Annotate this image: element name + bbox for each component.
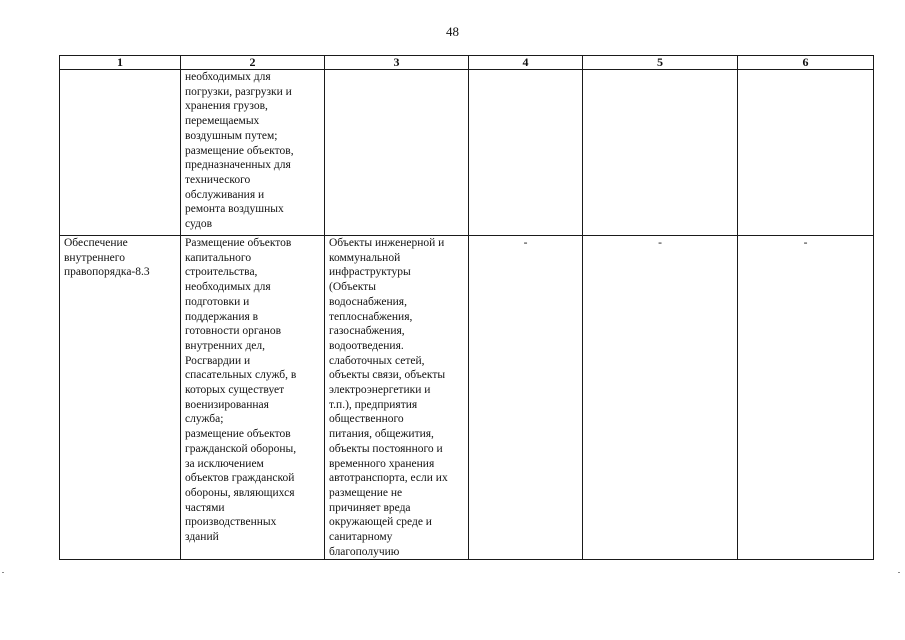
column-header-2: 2 [181,56,325,70]
column-header-1: 1 [60,56,181,70]
table-row [60,70,874,236]
table-header-row [60,56,874,70]
cell-auxiliary-uses [325,70,469,236]
cell-text: - [523,237,528,249]
column-header-6: 6 [738,56,874,70]
cell-col6 [738,70,874,236]
cell-col5 [583,70,738,236]
cell-auxiliary-uses [325,236,469,560]
cell-col5 [583,236,738,560]
cell-text: - [658,237,662,249]
cell-use-kind [60,236,181,560]
column-header-3: 3 [325,56,469,70]
land-use-table [59,55,874,560]
cell-use-description [181,70,325,236]
cell-col4 [469,236,583,560]
page-number: 48 [446,24,459,39]
cell-text: Обеспечение внутреннего правопорядка-8.3 [64,237,150,279]
cell-text: Размещение объектов капитального строительства, необходимых для подготовки и поддержания в готовности органов внутренних дел, Росгвардии и спасательных служб, в которых существует военизированная служба; размещение объектов гражданской обороны, за исключением объектов гражданской обороны, являющихся частями производственных зданий [185,237,297,544]
cell-use-description [181,236,325,560]
cell-use-kind [60,70,181,236]
scan-mark [898,572,900,573]
cell-col6 [738,236,874,560]
column-header-5: 5 [583,56,738,70]
cell-text: Объекты инженерной и коммунальной инфраструктуры (Объекты водоснабжения, теплоснабжения, газоснабжения, водоотведения. слаботочных сетей, объекты связи, объекты электроэнергетики и т.п.), предприятия общественного питания, общежития, объекты постоянного и временного хранения автотранспорта, если их размещение не причиняет вреда окружающей среде и санитарному благополучию [329,237,448,558]
cell-text: необходимых для погрузки, разгрузки и хранения грузов, перемещаемых воздушным путем; размещение объектов, предназначенных для технического обслуживания и ремонта воздушных судов [185,71,294,231]
column-header-4: 4 [469,56,583,70]
cell-text: - [803,237,808,249]
table-row [60,236,874,560]
scan-mark [2,572,4,573]
cell-col4 [469,70,583,236]
